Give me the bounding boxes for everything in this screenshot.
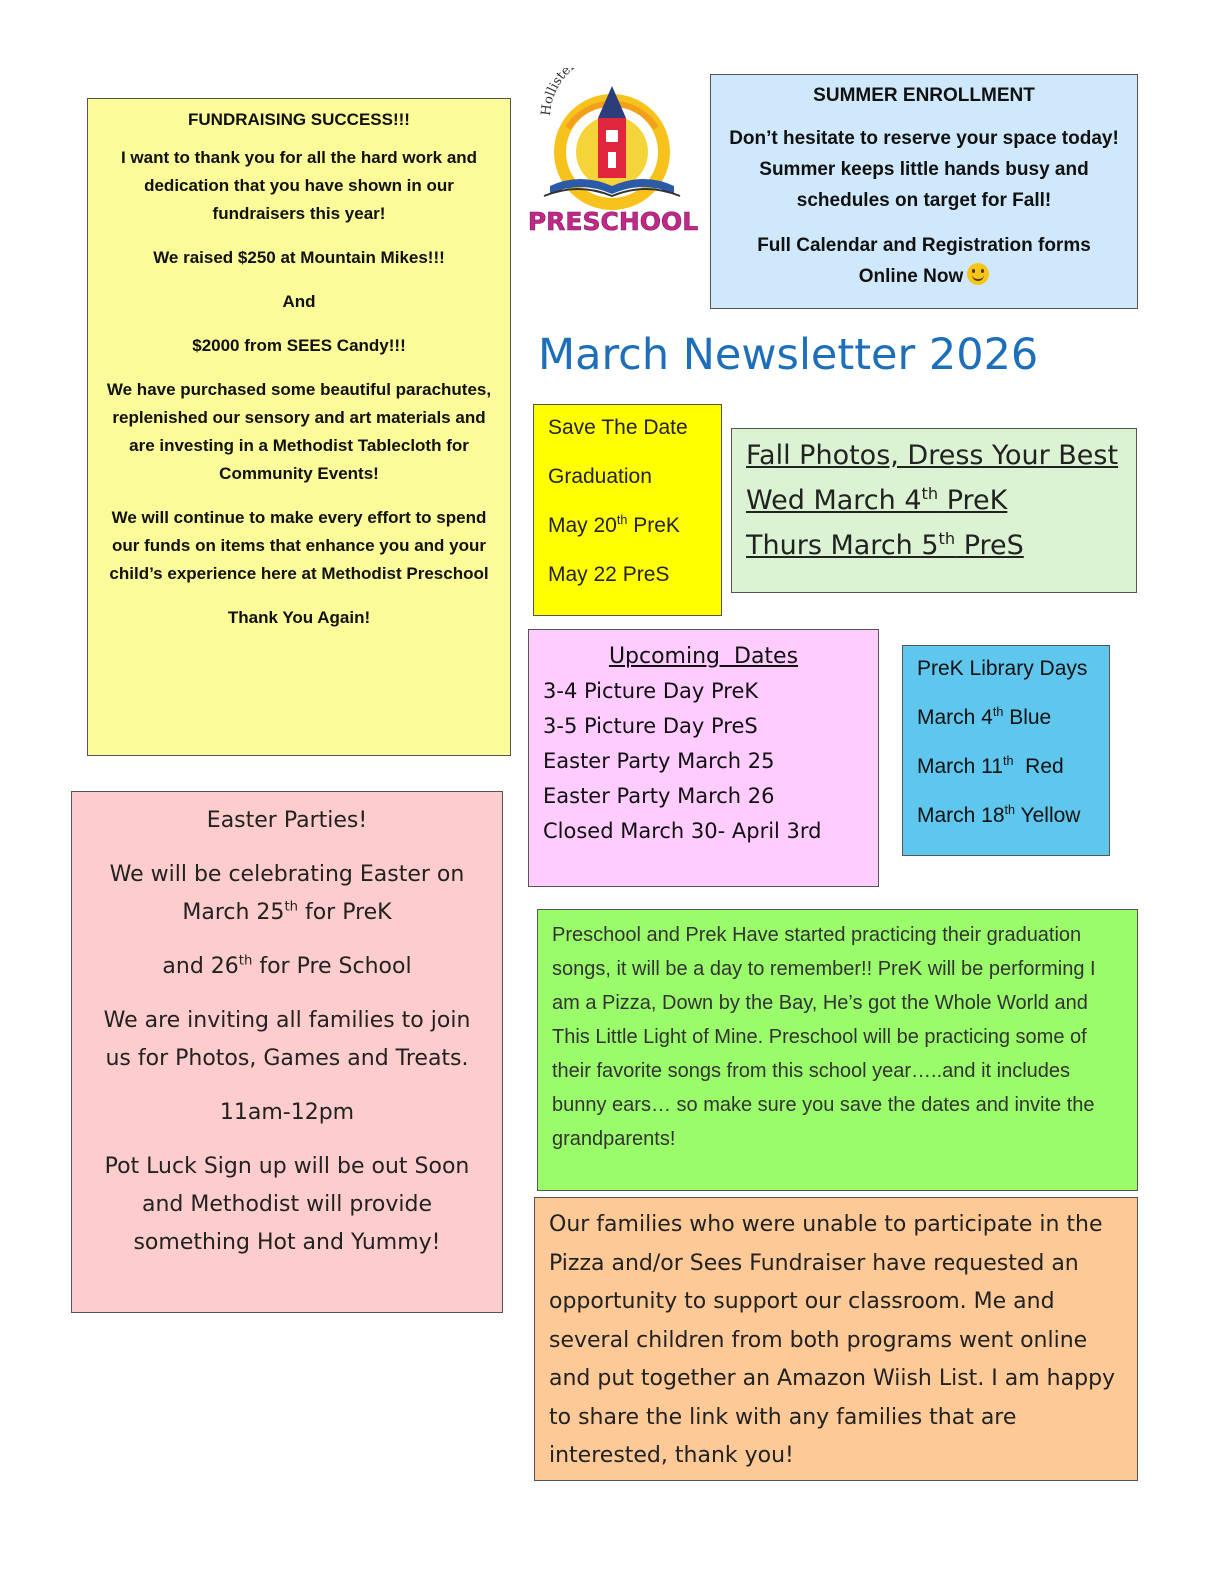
- summer-body: Don’t hesitate to reserve your space today! Summer keeps little hands busy and schedules on target for Fall!: [729, 128, 1119, 211]
- fundraising-paragraph: Thank You Again!: [227, 608, 371, 627]
- easter-prek-line: We will be celebrating Easter on March 25th for PreK: [109, 862, 465, 925]
- upcoming-dates-box: [528, 629, 879, 887]
- graduation-songs-box: [537, 909, 1138, 1191]
- summer-calendar-text: Full Calendar and Registration forms Online Now: [757, 235, 1091, 287]
- upcoming-item: Closed March 30- April 3rd: [543, 819, 822, 843]
- easter-time: 11am-12pm: [219, 1100, 355, 1125]
- fundraising-title: FUNDRAISING SUCCESS!!!: [188, 110, 410, 129]
- library-days-box: [902, 645, 1110, 856]
- songs-text: Preschool and Prek Have started practicing their graduation songs, it will be a day to remember!! PreK will be performing I am a Pizza, Down by the Bay, He’s got the Whole World and This Little Light of Mine. Preschool will be practicing some of their favorite songs from this school year…..and it includes bunny ears… so make sure you save the dates and invite the grandparents!: [552, 924, 1096, 1150]
- upcoming-item: Easter Party March 25: [543, 749, 775, 773]
- summer-calendar-line: [727, 230, 1121, 292]
- easter-pres-line: and 26th for Pre School: [162, 953, 412, 979]
- save-prek-date: May 20th PreK: [548, 513, 680, 537]
- save-the-date-box: [533, 404, 722, 616]
- easter-invite: We are inviting all families to join us for Photos, Games and Treats.: [103, 1008, 471, 1071]
- fundraising-paragraph: We have purchased some beautiful parachutes, replenished our sensory and art materials and are investing in a Methodist Tablecloth for Community Events!: [106, 380, 492, 483]
- fall-photos-pres: Thurs March 5th PreS: [746, 529, 1024, 561]
- fall-photos-heading: Fall Photos, Dress Your Best: [746, 440, 1119, 471]
- newsletter-title: March Newsletter 2026: [538, 330, 1039, 380]
- library-day: March 18th Yellow: [917, 803, 1081, 827]
- fall-photos-box: [731, 428, 1137, 593]
- library-day: March 4th Blue: [917, 705, 1052, 729]
- fundraising-paragraph: We will continue to make every effort to spend our funds on items that enhance you and your child’s experience here at Methodist Preschool: [109, 508, 489, 583]
- easter-potluck: Pot Luck Sign up will be out Soon and Methodist will provide something Hot and Yummy!: [104, 1154, 470, 1255]
- fundraising-box: [87, 98, 511, 756]
- save-title: Save The Date: [548, 416, 688, 439]
- amazon-wishlist-box: [534, 1197, 1138, 1481]
- fundraising-paragraph: $2000 from SEES Candy!!!: [192, 336, 406, 355]
- save-pres-date: May 22 PreS: [548, 563, 670, 586]
- fundraising-paragraph: And: [282, 292, 316, 311]
- upcoming-item: 3-5 Picture Day PreS: [543, 714, 758, 738]
- amazon-text: Our families who were unable to participate in the Pizza and/or Sees Fundraiser have requested an opportunity to support our classroom. Me and several children from both programs went online and put together an Amazon Wiish List. I am happy to share the link with any families that are interested, thank you!: [549, 1212, 1116, 1468]
- summer-enrollment-box: [710, 74, 1138, 309]
- upcoming-item: Easter Party March 26: [543, 784, 775, 808]
- summer-title: SUMMER ENROLLMENT: [813, 85, 1035, 106]
- fall-photos-prek: Wed March 4th PreK: [746, 484, 1008, 516]
- upcoming-title: Upcoming Dates: [608, 644, 799, 669]
- smiling-face-icon: [967, 263, 989, 285]
- library-day: March 11th Red: [917, 754, 1064, 778]
- preschool-logo: [528, 68, 698, 238]
- library-title: PreK Library Days: [917, 657, 1088, 680]
- logo-word: PRESCHOOL: [528, 207, 698, 236]
- logo-graphic: [528, 68, 698, 238]
- logo-arc-text: Holliste: [538, 68, 574, 117]
- easter-parties-box: [71, 791, 503, 1313]
- upcoming-item: 3-4 Picture Day PreK: [543, 679, 759, 703]
- easter-title: Easter Parties!: [206, 808, 368, 833]
- fundraising-paragraph: We raised $250 at Mountain Mikes!!!: [153, 248, 445, 267]
- save-event: Graduation: [548, 465, 652, 488]
- fundraising-paragraph: I want to thank you for all the hard work and dedication that you have shown in our fundraisers this year!: [120, 148, 478, 223]
